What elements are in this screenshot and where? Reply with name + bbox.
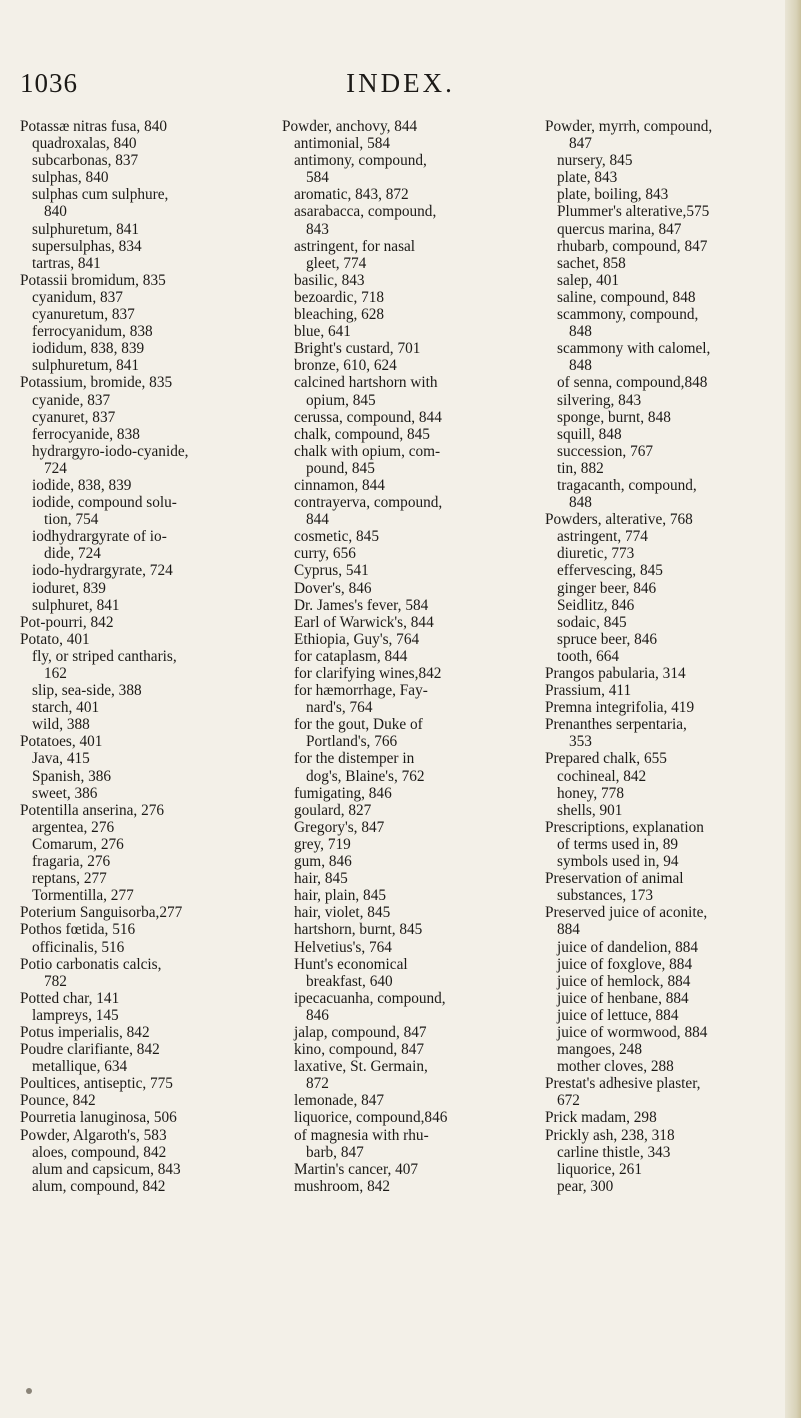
index-entry: Potato, 401 [20, 630, 90, 648]
index-entry: pear, 300 [557, 1177, 614, 1195]
index-entry: mangoes, 248 [557, 1041, 642, 1059]
index-entry: ioduret, 839 [32, 579, 106, 597]
index-entry: Powder, myrrh, compound, [545, 118, 713, 135]
index-entry: 846 [306, 1006, 329, 1024]
index-entry: tartras, 841 [32, 254, 101, 272]
index-entry: bleaching, 628 [294, 306, 385, 324]
index-entry: Pourretia lanuginosa, 506 [20, 1109, 177, 1127]
index-entry: tragacanth, compound, [557, 476, 697, 494]
index-entry: ginger beer, 846 [557, 579, 657, 597]
index-entry: breakfast, 640 [306, 972, 393, 990]
index-entry: basilic, 843 [294, 271, 365, 289]
index-entry: metallique, 634 [32, 1058, 128, 1076]
index-entry: grey, 719 [294, 835, 351, 853]
index-entry: Cyprus, 541 [294, 562, 369, 580]
index-entry: astringent, 774 [557, 528, 648, 546]
index-entry: quadroxalas, 840 [32, 135, 137, 153]
index-entry: iodide, compound solu- [32, 494, 177, 512]
index-entry: 162 [44, 665, 67, 682]
index-entry: cochineal, 842 [557, 767, 647, 785]
index-entry: plate, boiling, 843 [557, 186, 669, 204]
index-entry: wild, 388 [32, 716, 90, 734]
index-entry: of terms used in, 89 [557, 835, 679, 853]
index-entry: saline, compound, 848 [557, 288, 696, 306]
index-entry: of magnesia with rhu- [294, 1126, 429, 1144]
index-entry: opium, 845 [306, 391, 376, 409]
index-entry: fragaria, 276 [32, 853, 111, 871]
index-entry: Preservation of animal [545, 870, 684, 888]
index-entry: supersulphas, 834 [32, 237, 142, 255]
index-entry: Spanish, 386 [32, 767, 112, 785]
index-entry: Poudre clarifiante, 842 [20, 1041, 160, 1059]
index-entry: of senna, compound,848 [557, 374, 708, 392]
ink-smudge [26, 1388, 32, 1394]
index-entry: alum, compound, 842 [32, 1177, 166, 1195]
index-entry: sulphuretum, 841 [32, 357, 140, 375]
index-entry: 848 [569, 323, 592, 341]
index-entry: laxative, St. Germain, [294, 1058, 428, 1076]
index-entry: Pothos fœtida, 516 [20, 921, 136, 939]
page-header [0, 68, 801, 108]
running-title: INDEX. [346, 68, 455, 98]
index-entry: Bright's custard, 701 [294, 340, 421, 358]
index-entry: nursery, 845 [557, 152, 633, 170]
index-entry: squill, 848 [557, 425, 622, 443]
page-number: 1036 [20, 68, 78, 98]
index-entry: juice of dandelion, 884 [557, 938, 699, 956]
index-entry: Poultices, antiseptic, 775 [20, 1075, 173, 1093]
index-entry: dog's, Blaine's, 762 [306, 767, 425, 785]
index-entry: juice of hemlock, 884 [557, 972, 691, 990]
index-entry: curry, 656 [294, 545, 356, 563]
index-entry: 848 [569, 494, 592, 512]
index-entry: for the gout, Duke of [294, 716, 423, 734]
index-entry: iodide, 838, 839 [32, 476, 132, 494]
index-column-1 [20, 118, 260, 1195]
index-entry: gleet, 774 [306, 254, 367, 272]
index-entry: juice of henbane, 884 [557, 989, 689, 1007]
index-entry: calcined hartshorn with [294, 374, 438, 392]
index-entry: cosmetic, 845 [294, 528, 379, 546]
index-entry: plate, 843 [557, 169, 618, 187]
index-entry: 782 [44, 972, 67, 990]
index-entry: diuretic, 773 [557, 545, 635, 563]
index-entry: bezoardic, 718 [294, 288, 385, 306]
index-entry: sulphuretum, 841 [32, 220, 140, 238]
index-entry: lemonade, 847 [294, 1092, 385, 1110]
page-edge-shadow [785, 0, 801, 1418]
index-entry: cyanide, 837 [32, 391, 111, 409]
index-entry: 847 [569, 135, 592, 153]
index-entry: 840 [44, 203, 67, 221]
index-entry: Prassium, 411 [545, 682, 632, 700]
index-entry: iodhydrargyrate of io- [32, 528, 167, 546]
index-entry: hair, plain, 845 [294, 887, 386, 905]
index-entry: liquorice, compound,846 [294, 1109, 448, 1127]
index-entry: juice of lettuce, 884 [557, 1006, 679, 1024]
index-entry: Poterium Sanguisorba,277 [20, 904, 183, 922]
index-entry: alum and capsicum, 843 [32, 1160, 181, 1178]
index-entry: Potentilla anserina, 276 [20, 801, 165, 819]
index-entry: honey, 778 [557, 784, 624, 802]
index-entry: substances, 173 [557, 887, 654, 905]
index-entry: Portland's, 766 [306, 733, 398, 751]
index-entry: ferrocyanide, 838 [32, 425, 140, 443]
index-entry: contrayerva, compound, [294, 494, 443, 512]
index-entry: aromatic, 843, 872 [294, 186, 409, 204]
index-entry: juice of foxglove, 884 [557, 955, 693, 973]
index-entry: tooth, 664 [557, 647, 620, 665]
index-entry: scammony, compound, [557, 306, 699, 324]
index-entry: Prestat's adhesive plaster, [545, 1075, 701, 1093]
index-entry: Tormentilla, 277 [32, 887, 134, 905]
index-entry: rhubarb, compound, 847 [557, 237, 708, 255]
index-entry: Potassium, bromide, 835 [20, 374, 173, 392]
index-entry: kino, compound, 847 [294, 1041, 425, 1059]
index-column-2 [282, 118, 522, 1195]
index-entry: for clarifying wines,842 [294, 665, 442, 682]
index-entry: 672 [557, 1092, 580, 1110]
index-entry: ferrocyanidum, 838 [32, 323, 153, 341]
index-entry: Potio carbonatis calcis, [20, 955, 162, 973]
index-entry: iodo-hydrargyrate, 724 [32, 562, 173, 580]
index-entry: liquorice, 261 [557, 1160, 642, 1178]
index-entry: cerussa, compound, 844 [294, 408, 442, 426]
index-entry: Dover's, 846 [294, 579, 372, 597]
index-entry: officinalis, 516 [32, 938, 125, 956]
index-entry: fly, or striped cantharis, [32, 647, 177, 665]
index-entry: Prescriptions, explanation [545, 818, 704, 836]
index-columns [20, 118, 785, 1408]
index-entry: 848 [569, 357, 592, 375]
index-entry: Helvetius's, 764 [294, 938, 392, 956]
index-entry: iodidum, 838, 839 [32, 340, 145, 358]
index-entry: hartshorn, burnt, 845 [294, 921, 423, 939]
index-entry: quercus marina, 847 [557, 220, 682, 238]
index-entry: scammony with calomel, [557, 340, 711, 358]
index-entry: asarabacca, compound, [294, 203, 437, 221]
index-entry: shells, 901 [557, 801, 623, 819]
index-entry: 724 [44, 459, 67, 477]
index-entry: lampreys, 145 [32, 1006, 119, 1024]
index-entry: mushroom, 842 [294, 1177, 391, 1195]
index-entry: 584 [306, 169, 329, 187]
index-entry: 872 [306, 1075, 329, 1093]
index-column-3 [545, 118, 785, 1195]
index-entry: for the distemper in [294, 750, 415, 768]
index-entry: mother cloves, 288 [557, 1058, 674, 1076]
index-entry: Martin's cancer, 407 [294, 1160, 419, 1178]
index-entry: Java, 415 [32, 750, 90, 768]
index-entry: Earl of Warwick's, 844 [294, 613, 434, 631]
index-entry: hair, 845 [294, 870, 348, 888]
index-entry: Potassii bromidum, 835 [20, 271, 166, 289]
index-entry: 844 [306, 511, 329, 529]
index-entry: argentea, 276 [32, 818, 115, 836]
index-entry: Pounce, 842 [20, 1092, 96, 1110]
index-entry: for cataplasm, 844 [294, 647, 408, 665]
index-entry: astringent, for nasal [294, 237, 416, 255]
index-entry: juice of wormwood, 884 [557, 1023, 708, 1041]
index-entry: Potassæ nitras fusa, 840 [20, 118, 168, 135]
index-entry: Powders, alterative, 768 [545, 511, 693, 529]
index-entry: slip, sea-side, 388 [32, 682, 142, 700]
index-entry: Ethiopia, Guy's, 764 [294, 630, 420, 648]
index-entry: Prenanthes serpentaria, [545, 716, 687, 734]
index-entry: sweet, 386 [32, 784, 98, 802]
index-entry: cyanuretum, 837 [32, 306, 135, 324]
index-entry: chalk with opium, com- [294, 442, 441, 460]
index-entry: pound, 845 [306, 459, 375, 477]
index-entry: Prick madam, 298 [545, 1109, 657, 1127]
index-entry: sodaic, 845 [557, 613, 627, 631]
index-entry: sponge, burnt, 848 [557, 408, 671, 426]
index-entry: goulard, 827 [294, 801, 372, 819]
index-entry: barb, 847 [306, 1143, 364, 1161]
index-entry: sulphuret, 841 [32, 596, 120, 614]
index-entry: tion, 754 [44, 511, 99, 529]
index-entry: antimony, compound, [294, 152, 427, 170]
index-entry: nard's, 764 [306, 699, 373, 717]
index-entry: Plummer's alterative,575 [557, 203, 710, 221]
index-entry: cyanidum, 837 [32, 288, 123, 306]
index-entry: cinnamon, 844 [294, 476, 385, 494]
index-entry: Prangos pabularia, 314 [545, 665, 686, 682]
index-entry: Potted char, 141 [20, 989, 120, 1007]
index-entry: silvering, 843 [557, 391, 642, 409]
index-entry: Comarum, 276 [32, 835, 124, 853]
index-entry: bronze, 610, 624 [294, 357, 397, 375]
index-entry: effervescing, 845 [557, 562, 663, 580]
index-entry: Powder, Algaroth's, 583 [20, 1126, 167, 1144]
index-entry: fumigating, 846 [294, 784, 392, 802]
index-entry: carline thistle, 343 [557, 1143, 671, 1161]
index-entry: sulphas, 840 [32, 169, 109, 187]
index-entry: gum, 846 [294, 853, 352, 871]
index-entry: jalap, compound, 847 [294, 1023, 427, 1041]
index-entry: symbols used in, 94 [557, 853, 679, 871]
index-entry: Pot-pourri, 842 [20, 613, 114, 631]
index-entry: Gregory's, 847 [294, 818, 385, 836]
index-entry: 843 [306, 220, 329, 238]
index-entry: Premna integrifolia, 419 [545, 699, 695, 717]
index-entry: Prepared chalk, 655 [545, 750, 667, 768]
index-entry: aloes, compound, 842 [32, 1143, 167, 1161]
index-entry: Dr. James's fever, 584 [294, 596, 429, 614]
index-entry: spruce beer, 846 [557, 630, 658, 648]
index-entry: sachet, 858 [557, 254, 626, 272]
index-entry: subcarbonas, 837 [32, 152, 139, 170]
index-entry: salep, 401 [557, 271, 620, 289]
index-entry: hydrargyro-iodo-cyanide, [32, 442, 189, 460]
index-entry: dide, 724 [44, 545, 101, 563]
index-entry: for hæmorrhage, Fay- [294, 682, 428, 700]
index-entry: ipecacuanha, compound, [294, 989, 446, 1007]
index-entry: antimonial, 584 [294, 135, 391, 153]
index-entry: sulphas cum sulphure, [32, 186, 169, 204]
index-entry: tin, 882 [557, 459, 604, 477]
index-entry: Powder, anchovy, 844 [282, 118, 418, 135]
index-entry: Preserved juice of aconite, [545, 904, 708, 922]
index-entry: hair, violet, 845 [294, 904, 391, 922]
index-entry: Prickly ash, 238, 318 [545, 1126, 675, 1144]
index-entry: Potatoes, 401 [20, 733, 103, 751]
index-entry: starch, 401 [32, 699, 100, 717]
index-entry: Seidlitz, 846 [557, 596, 635, 614]
index-entry: cyanuret, 837 [32, 408, 116, 426]
index-entry: reptans, 277 [32, 870, 107, 888]
index-entry: 884 [557, 921, 580, 939]
index-entry: chalk, compound, 845 [294, 425, 430, 443]
index-entry: blue, 641 [294, 323, 351, 341]
index-entry: 353 [569, 733, 592, 751]
index-entry: succession, 767 [557, 442, 654, 460]
index-entry: Potus imperialis, 842 [20, 1023, 150, 1041]
index-entry: Hunt's economical [294, 955, 408, 973]
